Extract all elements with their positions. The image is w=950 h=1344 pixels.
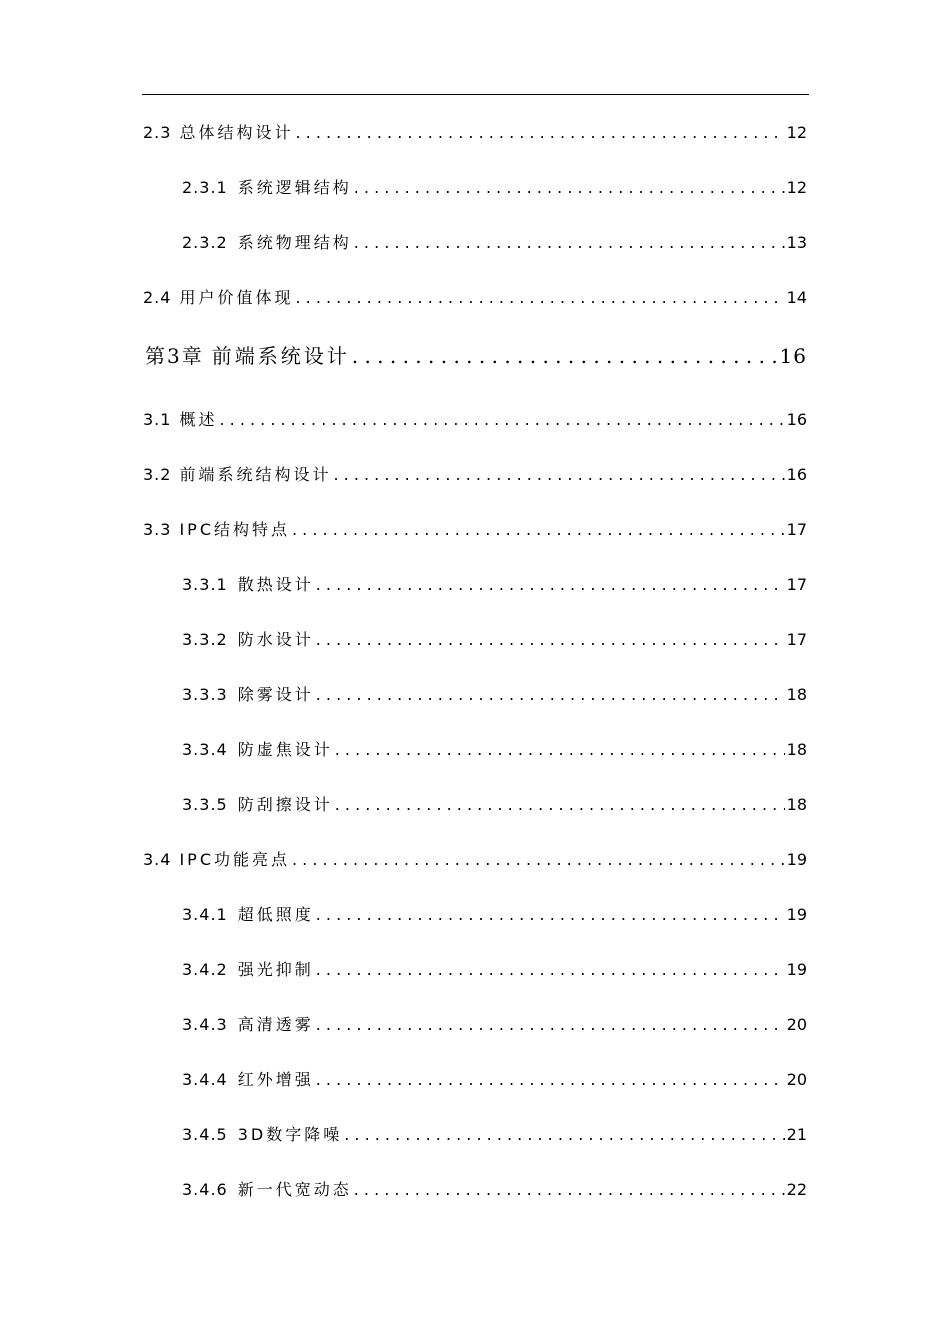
toc-entry-title: 前端系统结构设计	[179, 465, 332, 484]
dot-leader	[316, 683, 785, 707]
dot-leader	[352, 341, 778, 371]
dot-leader	[316, 1013, 785, 1037]
toc-entry-number: 3.2	[143, 465, 172, 484]
toc-entry-3-3[interactable]	[143, 518, 807, 542]
toc-entry-2-4[interactable]	[143, 286, 807, 310]
toc-entry-number: 2.3	[143, 123, 172, 142]
dot-leader	[295, 286, 784, 310]
dot-leader	[344, 1123, 784, 1147]
toc-entry-title: 3D数字降噪	[237, 1125, 343, 1144]
dot-leader	[335, 793, 785, 817]
dot-leader	[316, 903, 785, 927]
toc-entry-page: 12	[786, 123, 807, 142]
toc-entry-title: 新一代宽动态	[237, 1180, 352, 1199]
toc-entry-3-3-5[interactable]	[182, 793, 807, 817]
toc-entry-page: 22	[786, 1180, 807, 1199]
dot-leader	[354, 231, 785, 255]
toc-entry-page: 12	[786, 178, 807, 197]
toc-entry-title: 散热设计	[237, 575, 314, 594]
toc-entry-2-3-2[interactable]	[182, 231, 807, 255]
dot-leader	[316, 628, 785, 652]
toc-entry-title: 红外增强	[237, 1070, 314, 1089]
toc-entry-number: 3.3	[143, 520, 172, 539]
toc-entry-3-4-5[interactable]	[182, 1123, 807, 1147]
toc-entry-title: 概述	[179, 410, 218, 429]
toc-entry-number: 3.4.6	[182, 1180, 228, 1199]
dot-leader	[354, 176, 785, 200]
toc-entry-page: 16	[786, 465, 807, 484]
toc-entry-title: 超低照度	[237, 905, 314, 924]
toc-entry-page: 19	[786, 850, 807, 869]
toc-entry-3-4-2[interactable]	[182, 958, 807, 982]
toc-entry-page: 19	[786, 960, 807, 979]
toc-entry-page: 16	[779, 344, 807, 368]
toc-entry-3-4-1[interactable]	[182, 903, 807, 927]
toc-entry-page: 18	[786, 685, 807, 704]
dot-leader	[295, 121, 784, 145]
dot-leader	[354, 1178, 785, 1202]
toc-entry-page: 17	[786, 520, 807, 539]
toc-entry-2-3-1[interactable]	[182, 176, 807, 200]
toc-entry-3-4[interactable]	[143, 848, 807, 872]
dot-leader	[292, 518, 785, 542]
toc-entry-page: 16	[786, 410, 807, 429]
toc-entry-number: 3.4.3	[182, 1015, 228, 1034]
toc-entry-page: 18	[786, 795, 807, 814]
toc-entry-title: IPC功能亮点	[179, 850, 290, 869]
toc-entry-page: 18	[786, 740, 807, 759]
toc-entry-title: 强光抑制	[237, 960, 314, 979]
toc-entry-number: 第3章	[145, 344, 204, 368]
dot-leader	[316, 958, 785, 982]
toc-entry-number: 3.4.4	[182, 1070, 228, 1089]
toc-entry-3-3-1[interactable]	[182, 573, 807, 597]
toc-entry-page: 20	[786, 1070, 807, 1089]
toc-entry-3-3-2[interactable]	[182, 628, 807, 652]
toc-entry-number: 3.3.5	[182, 795, 228, 814]
dot-leader	[316, 1068, 785, 1092]
toc-entry-title: 除雾设计	[237, 685, 314, 704]
toc-entry-3-4-4[interactable]	[182, 1068, 807, 1092]
toc-entry-title: 前端系统设计	[211, 344, 350, 368]
toc-entry-page: 19	[786, 905, 807, 924]
toc-entry-title: 总体结构设计	[179, 123, 294, 142]
toc-entry-title: 防水设计	[237, 630, 314, 649]
toc-entry-number: 3.3.4	[182, 740, 228, 759]
dot-leader	[335, 738, 785, 762]
toc-entry-number: 3.3.3	[182, 685, 228, 704]
toc-entry-number: 3.1	[143, 410, 172, 429]
toc-entry-number: 2.3.1	[182, 178, 228, 197]
toc-entry-3-3-4[interactable]	[182, 738, 807, 762]
toc-entry-number: 3.4.1	[182, 905, 228, 924]
toc-entry-title: 用户价值体现	[179, 288, 294, 307]
toc-entry-page: 21	[786, 1125, 807, 1144]
toc-entry-number: 2.3.2	[182, 233, 228, 252]
toc-entry-3-4-6[interactable]	[182, 1178, 807, 1202]
toc-entry-title: 系统逻辑结构	[237, 178, 352, 197]
toc-entry-2-3[interactable]	[143, 121, 807, 145]
toc-entry-title: 防刮擦设计	[237, 795, 333, 814]
toc-entry-3-4-3[interactable]	[182, 1013, 807, 1037]
toc-entry-page: 20	[786, 1015, 807, 1034]
toc-entry-page: 17	[786, 630, 807, 649]
toc-entry-title: 防虚焦设计	[237, 740, 333, 759]
dot-leader	[219, 408, 784, 432]
dot-leader	[333, 463, 784, 487]
toc-entry-chapter-3[interactable]	[145, 341, 807, 371]
header-rule	[142, 94, 809, 95]
toc-entry-page: 14	[786, 288, 807, 307]
toc-entry-title: 系统物理结构	[237, 233, 352, 252]
toc-entry-3-2[interactable]	[143, 463, 807, 487]
toc-entry-number: 2.4	[143, 288, 172, 307]
toc-entry-number: 3.3.1	[182, 575, 228, 594]
toc-entry-number: 3.4.5	[182, 1125, 228, 1144]
toc-entry-title: IPC结构特点	[179, 520, 290, 539]
toc-entry-3-1[interactable]	[143, 408, 807, 432]
toc-entry-3-3-3[interactable]	[182, 683, 807, 707]
toc-entry-page: 17	[786, 575, 807, 594]
dot-leader	[316, 573, 785, 597]
toc-entry-title: 高清透雾	[237, 1015, 314, 1034]
toc-entry-page: 13	[786, 233, 807, 252]
dot-leader	[292, 848, 785, 872]
toc-entry-number: 3.4	[143, 850, 172, 869]
toc-entry-number: 3.3.2	[182, 630, 228, 649]
toc-entry-number: 3.4.2	[182, 960, 228, 979]
